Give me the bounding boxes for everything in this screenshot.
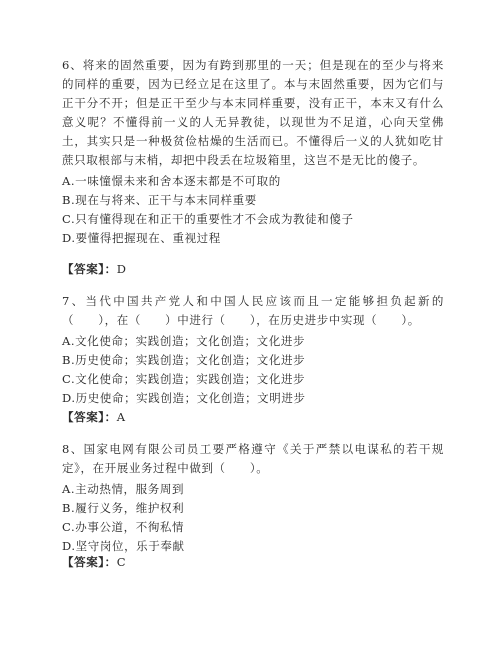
answer-value: C: [116, 555, 127, 569]
option-d: D.坚守岗位，乐于奉献: [62, 539, 185, 553]
question-8: [62, 440, 444, 556]
option-list: [62, 172, 444, 248]
answer-6: [62, 260, 127, 279]
option-c: C.办事公道，不徇私情: [62, 520, 185, 534]
answer-label: 【答案】：: [62, 410, 117, 424]
option-list: [62, 332, 444, 408]
answer-value: A: [116, 410, 126, 424]
option-d: D.要懂得把握现在、重视过程: [62, 231, 221, 245]
option-a: A.文化使命；实践创造；文化创造；文化进步: [62, 334, 306, 348]
answer-7: [62, 408, 126, 427]
option-b: B.现在与将来、正干与本末同样重要: [62, 193, 257, 207]
option-d: D.历史使命；实践创造；文化创造；文明进步: [62, 391, 306, 405]
option-a: A.主动热情，服务周到: [62, 482, 185, 496]
option-c: C.文化使命；实践创造；实践创造；文化进步: [62, 372, 306, 386]
answer-value: D: [116, 262, 127, 276]
answer-label: 【答案】：: [62, 262, 117, 276]
answer-label: 【答案】：: [62, 555, 117, 569]
option-b: B.履行义务，维护权利: [62, 501, 185, 515]
option-list: [62, 480, 444, 556]
question-7: [62, 292, 444, 408]
question-stem: 6、将来的固然重要，因为有跨到那里的一天；但是现在的至少与将来的同样的重要，因为已经立足在这里了。本与末固然重要，因为它们与正干分不开；但是正干至少与本末同样重要，没有正干，本末又有什么意义呢？不懂得前一义的人无异教徒，以现世为不足道，心向天堂佛土，其实只是一种极贫俭枯燥的生活而已。不懂得后一义的人犹如吃甘蔗只取根部与末梢，却把中段丢在垃圾箱里，这岂不是无比的傻子。: [62, 58, 444, 167]
option-c: C.只有懂得现在和正干的重要性才不会成为教徒和傻子: [62, 212, 354, 226]
option-a: A.一味憧憬未来和舍本逐末都是不可取的: [62, 174, 281, 188]
question-stem: 7、当代中国共产党人和中国人民应该而且一定能够担负起新的（ ），在（ ）中进行（ ），在历史进步中实现（ ）。: [62, 294, 444, 327]
option-b: B.历史使命；实践创造；文化创造；文化进步: [62, 353, 306, 367]
answer-8: [62, 553, 126, 572]
question-6: [62, 56, 444, 248]
question-stem: 8、国家电网有限公司员工要严格遵守《关于严禁以电谋私的若干规定》，在开展业务过程中做到（ ）。: [62, 442, 444, 475]
